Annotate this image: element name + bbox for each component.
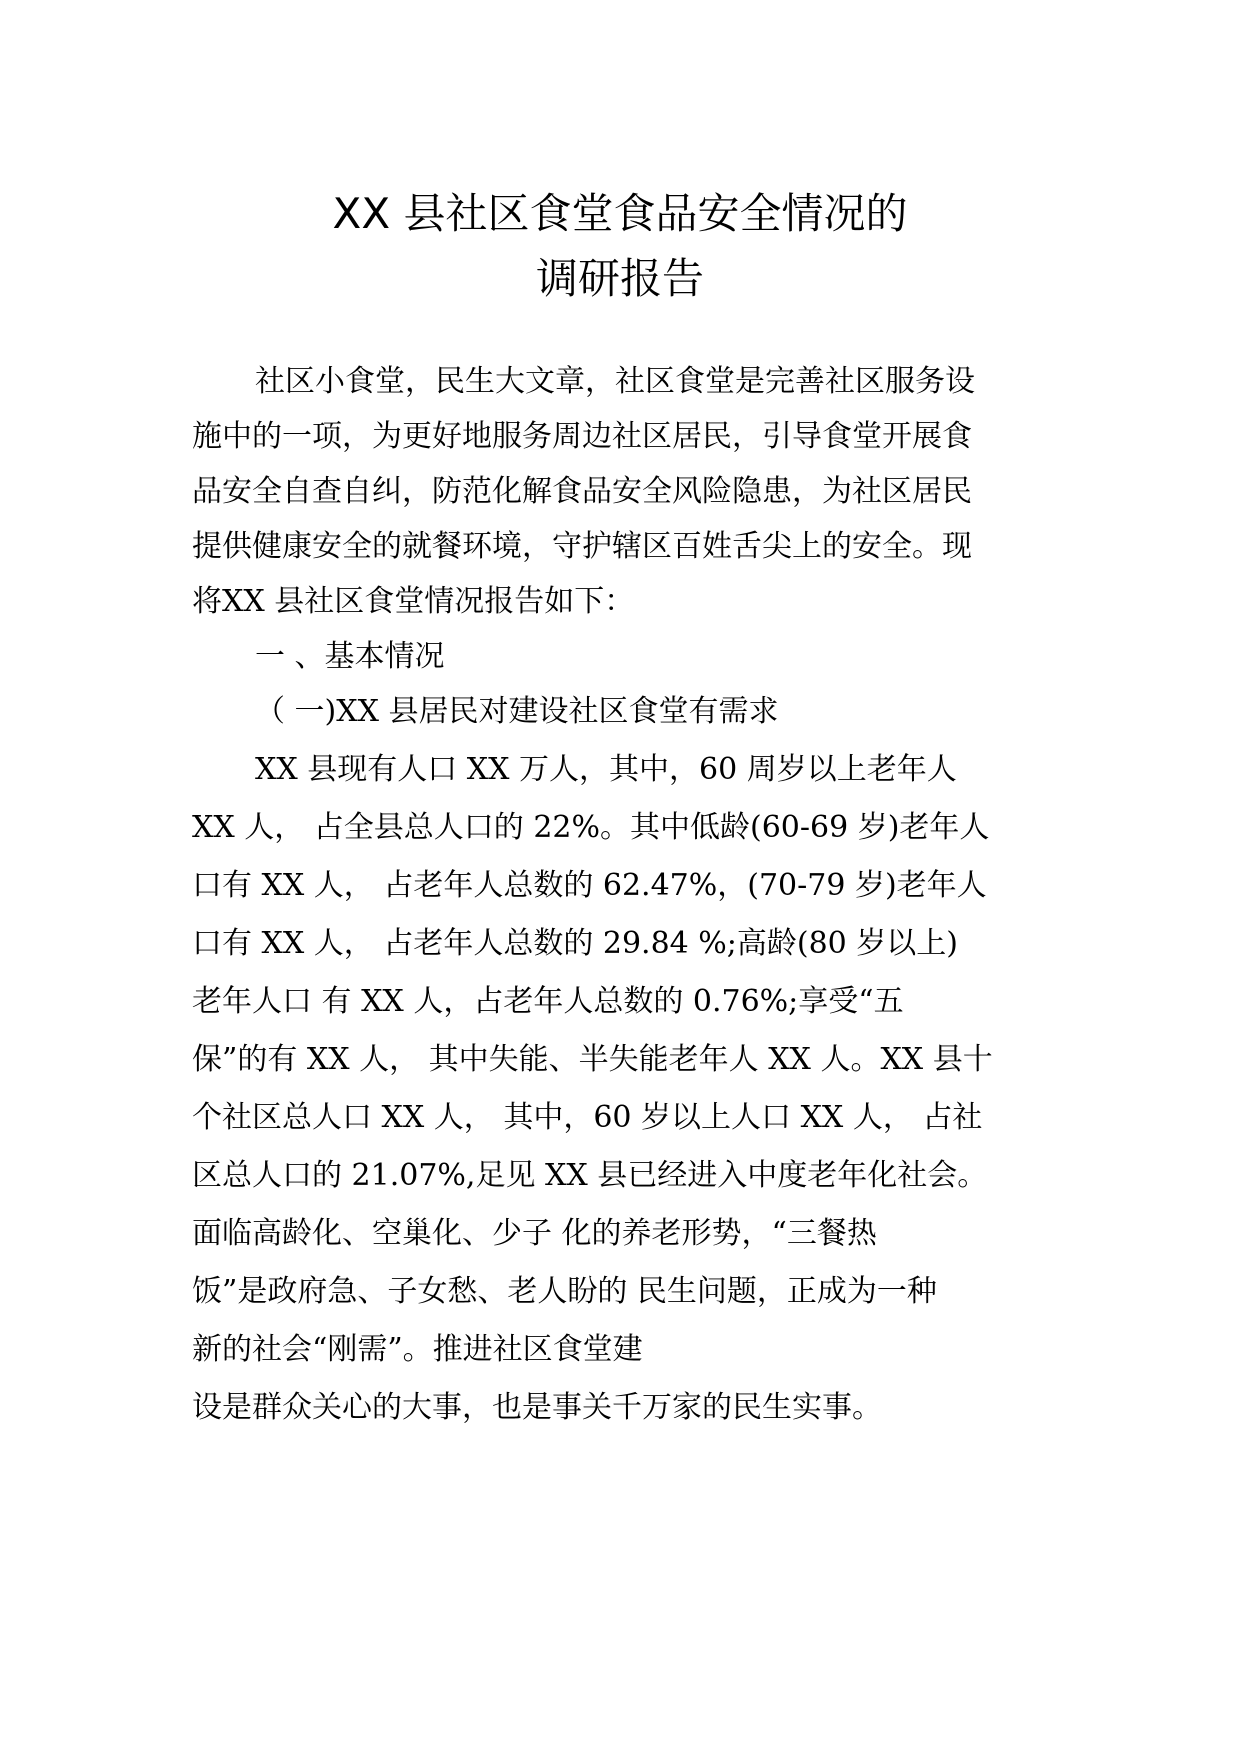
body-line-11: 新的社会“刚需”。推进社区食堂建 bbox=[192, 1332, 643, 1367]
intro-line-5: 将XX 县社区食堂情况报告如下： bbox=[192, 584, 635, 619]
intro-line-4: 提供健康安全的就餐环境，守护辖区百姓舌尖上的安全。现 bbox=[192, 529, 972, 564]
body-line-6: 保”的有 XX 人， 其中失能、半失能老年人 XX 人。XX 县十 bbox=[192, 1042, 993, 1077]
body-line-7: 个社区总人口 XX 人， 其中，60 岁以上人口 XX 人， 占社 bbox=[192, 1100, 983, 1135]
body-line-1: XX 县现有人口 XX 万人，其中，60 周岁以上老年人 bbox=[255, 752, 957, 787]
document-title-line-1: XX 县社区食堂食品安全情况的 bbox=[332, 189, 908, 238]
body-line-4: 口有 XX 人， 占老年人总数的 29.84 %;高龄(80 岁以上) bbox=[192, 926, 959, 961]
intro-line-1: 社区小食堂，民生大文章，社区食堂是完善社区服务设 bbox=[255, 364, 975, 399]
body-line-2: XX 人， 占全县总人口的 22%。其中低龄(60-69 岁)老年人 bbox=[192, 810, 990, 845]
subsection-heading: （ 一)XX 县居民对建设社区食堂有需求 bbox=[255, 694, 779, 729]
section-heading: 一 、基本情况 bbox=[255, 639, 445, 674]
body-line-9: 面临高龄化、空巢化、少子 化的养老形势，“三餐热 bbox=[192, 1216, 877, 1251]
body-line-10: 饭”是政府急、子女愁、老人盼的 民生问题，正成为一种 bbox=[192, 1274, 937, 1309]
intro-line-2: 施中的一项，为更好地服务周边社区居民，引导食堂开展食 bbox=[192, 419, 972, 454]
body-line-5: 老年人口 有 XX 人，占老年人总数的 0.76%;享受“五 bbox=[192, 984, 904, 1019]
intro-line-3: 品安全自查自纠，防范化解食品安全风险隐患，为社区居民 bbox=[192, 474, 972, 509]
body-line-8: 区总人口的 21.07%,足见 XX 县已经进入中度老年化社会。 bbox=[192, 1158, 988, 1193]
body-line-3: 口有 XX 人， 占老年人总数的 62.47%，(70-79 岁)老年人 bbox=[192, 868, 987, 903]
body-line-12: 设是群众关心的大事，也是事关千万家的民生实事。 bbox=[192, 1390, 882, 1425]
document-title-line-2: 调研报告 bbox=[535, 254, 704, 303]
